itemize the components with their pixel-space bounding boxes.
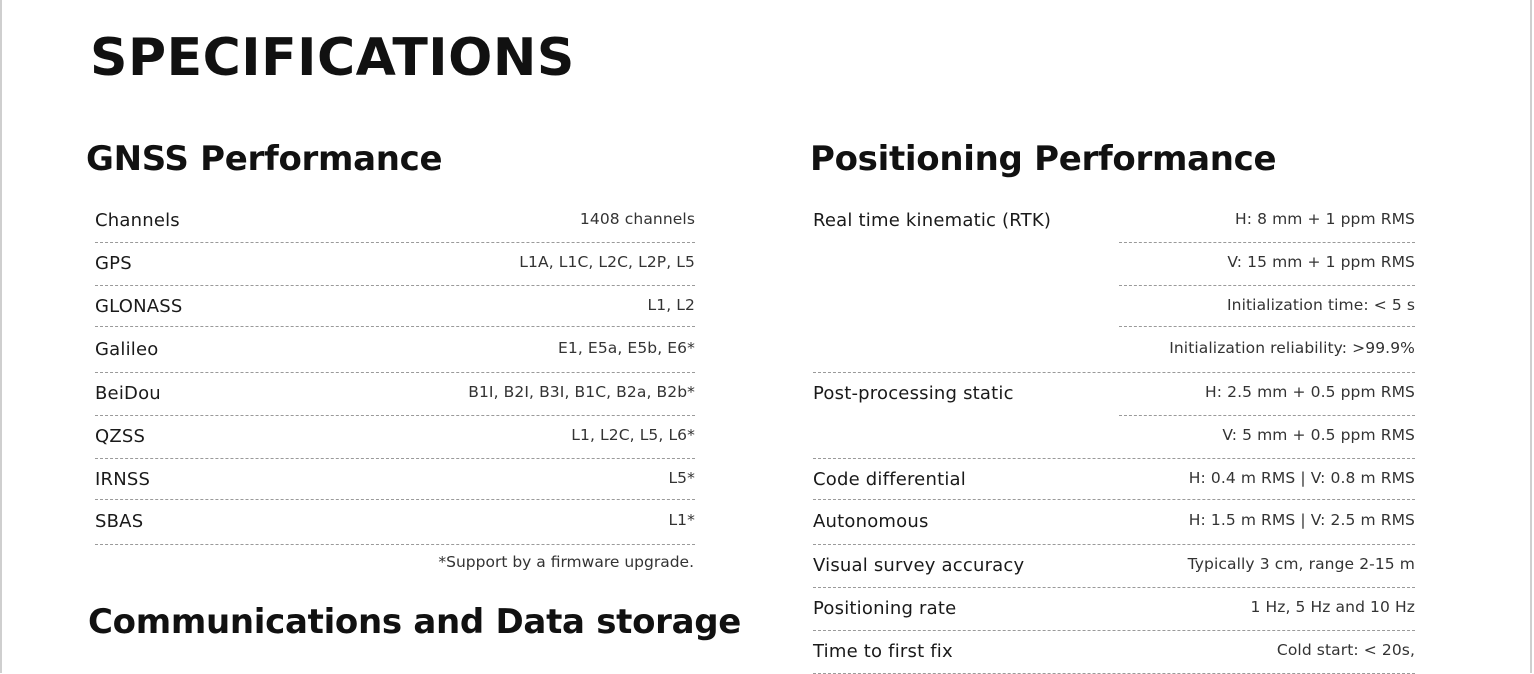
spec-value: Typically 3 cm, range 2-15 m xyxy=(1187,555,1415,573)
spec-row xyxy=(95,459,695,500)
spec-value: V: 5 mm + 0.5 ppm RMS xyxy=(1222,426,1415,444)
spec-row xyxy=(813,545,1415,588)
spec-label: Code differential xyxy=(813,469,966,490)
spec-value: L1, L2C, L5, L6* xyxy=(571,426,695,444)
gnss-performance-heading: GNSS Performance xyxy=(86,139,443,179)
spec-value: L1* xyxy=(668,511,695,529)
communications-heading: Communications and Data storage xyxy=(88,602,742,642)
spec-value: H: 0.4 m RMS | V: 0.8 m RMS xyxy=(1188,469,1415,487)
spec-label: BeiDou xyxy=(95,383,161,404)
spec-label: Visual survey accuracy xyxy=(813,555,1025,576)
spec-label: Autonomous xyxy=(813,511,929,532)
spec-value: H: 8 mm + 1 ppm RMS xyxy=(1234,210,1415,228)
spec-value: Initialization time: < 5 s xyxy=(1227,296,1415,314)
spec-value: H: 1.5 m RMS | V: 2.5 m RMS xyxy=(1188,511,1415,529)
spec-value: B1I, B2I, B3I, B1C, B2a, B2b* xyxy=(468,383,695,401)
positioning-performance-table xyxy=(813,200,1415,674)
spec-value: L1, L2 xyxy=(647,296,695,314)
spec-row xyxy=(813,243,1415,286)
spec-value: E1, E5a, E5b, E6* xyxy=(558,339,695,357)
spec-label: GPS xyxy=(95,253,132,274)
gnss-performance-table xyxy=(95,200,695,545)
spec-row xyxy=(813,200,1415,243)
spec-row xyxy=(813,459,1415,500)
dashed-divider xyxy=(95,544,695,545)
spec-label: Positioning rate xyxy=(813,598,957,619)
spec-row xyxy=(813,588,1415,631)
spec-label: GLONASS xyxy=(95,296,183,317)
spec-row xyxy=(813,373,1415,416)
spec-row xyxy=(95,327,695,373)
spec-value: 1 Hz, 5 Hz and 10 Hz xyxy=(1250,598,1415,616)
spec-label: QZSS xyxy=(95,426,146,447)
spec-row xyxy=(813,327,1415,373)
page-title: SPECIFICATIONS xyxy=(90,28,575,88)
spec-row xyxy=(813,500,1415,545)
spec-value: L1A, L1C, L2C, L2P, L5 xyxy=(519,253,695,271)
spec-value: Initialization reliability: >99.9% xyxy=(1169,339,1415,357)
spec-row xyxy=(95,200,695,243)
spec-value: L5* xyxy=(668,469,695,487)
spec-value: V: 15 mm + 1 ppm RMS xyxy=(1227,253,1415,271)
spec-value: 1408 channels xyxy=(579,210,695,228)
spec-value: Cold start: < 20s, xyxy=(1276,641,1415,659)
spec-label: Galileo xyxy=(95,339,159,360)
spec-row xyxy=(813,286,1415,327)
spec-row xyxy=(95,500,695,545)
spec-label: SBAS xyxy=(95,511,144,532)
firmware-footnote: *Support by a firmware upgrade. xyxy=(438,553,694,571)
spec-label: IRNSS xyxy=(95,469,151,490)
spec-row xyxy=(95,373,695,416)
positioning-performance-heading: Positioning Performance xyxy=(810,139,1277,179)
spec-row xyxy=(95,416,695,459)
spec-label: Post-processing static xyxy=(813,383,1014,404)
spec-value: H: 2.5 mm + 0.5 ppm RMS xyxy=(1205,383,1415,401)
spec-row xyxy=(95,243,695,286)
spec-row xyxy=(95,286,695,327)
spec-row xyxy=(813,416,1415,459)
spec-label: Channels xyxy=(95,210,180,231)
spec-row xyxy=(813,631,1415,674)
spec-label: Time to first fix xyxy=(813,641,953,662)
spec-label: Real time kinematic (RTK) xyxy=(813,210,1052,231)
